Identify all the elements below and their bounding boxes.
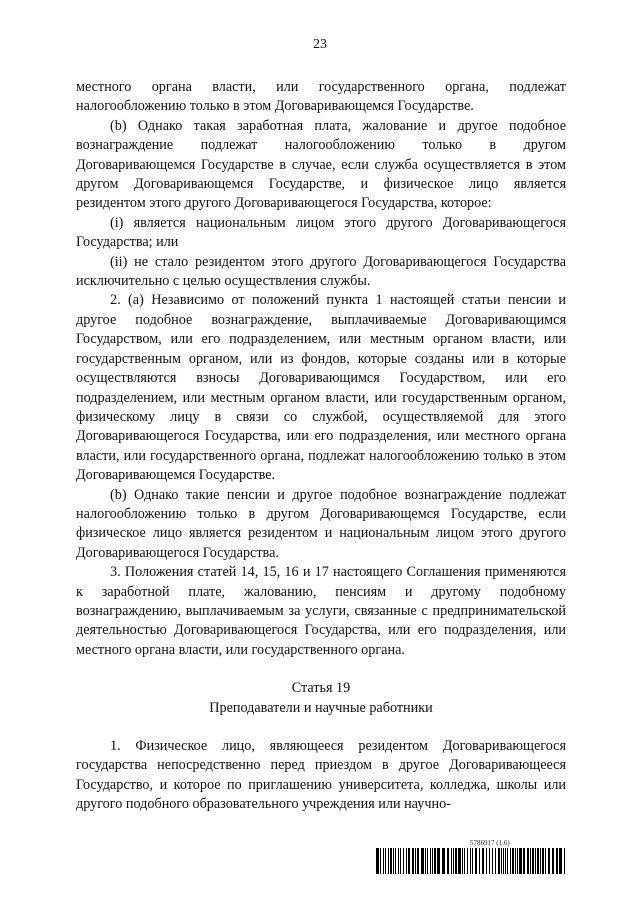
article-title: Преподаватели и научные работники: [209, 699, 433, 716]
barcode-bar: [442, 848, 445, 874]
barcode-bar: [462, 848, 463, 874]
barcode-bar: [400, 848, 401, 874]
barcode-bar: [475, 848, 477, 874]
barcode-bar: [517, 848, 518, 874]
barcode-bar: [523, 848, 525, 874]
barcode-bar: [537, 848, 539, 874]
barcode-bar: [380, 848, 381, 874]
barcode-bar: [495, 848, 496, 874]
barcode-bar: [510, 848, 511, 874]
barcode-bar: [403, 848, 404, 874]
barcode-bar: [505, 848, 506, 874]
paragraph: 3. Положения статей 14, 15, 16 и 17 настоящего Соглашения применяются к заработной плате, жалованию, пенсиям и другому подобному вознаграждению, выплачиваемым за услуги, связанные с предпринимательской деятельностью Договаривающегося Государства, или его подразделения, или местного органа власти, или государственного органа.: [76, 564, 566, 658]
barcode-bar: [548, 848, 550, 874]
barcode-bar: [532, 848, 534, 874]
barcode-bar: [464, 848, 465, 874]
barcode-bar: [406, 848, 407, 874]
paragraph: 2. (а) Независимо от положений пункта 1 настоящей статьи пенсии и другое подобное вознаграждение, выплачиваемые Договаривающимся Государством, или его подразделением, или местным органом власти, или государственным органом, или из фондов, которые созданы или в которые осуществляются взносы Договаривающимся Государством, или его подразделением, или местным органом власти, или государственным органом, физическому лицу в связи со службой, осуществляемой для этого Договаривающегося Государства, или его подразделения, или местного органа власти, или государственного органа, подлежат налогообложению только в этом Договаривающемся Государстве.: [76, 292, 566, 484]
barcode-bar: [451, 848, 452, 874]
barcode-bar: [552, 848, 554, 874]
barcode-bar: [542, 848, 544, 874]
barcode-bar: [390, 848, 392, 874]
barcode-bar: [515, 848, 516, 874]
barcode-bar: [376, 848, 379, 874]
paragraph: местного органа власти, или государственного органа, подлежат налогообложению только в этом Договаривающемся Государстве.: [76, 79, 566, 115]
barcode-bar: [430, 848, 431, 874]
page-number: 23: [313, 37, 327, 52]
barcode-bar: [486, 848, 487, 874]
barcode-bar: [498, 848, 500, 874]
barcode-bar: [489, 848, 490, 874]
barcode-bar: [395, 848, 396, 874]
barcode-bar: [503, 848, 504, 874]
barcode-bar: [455, 848, 457, 874]
barcode-bar: [507, 848, 508, 874]
barcode-bar: [421, 848, 424, 874]
barcode-bar: [512, 848, 514, 874]
barcode-bar: [556, 848, 558, 874]
barcode-bar: [472, 848, 473, 874]
barcode-bar: [559, 848, 562, 874]
barcode-bar: [527, 848, 529, 874]
barcode-bar: [393, 848, 394, 874]
barcode-bar: [417, 848, 419, 874]
barcode-bar: [545, 848, 546, 874]
barcode-bar: [453, 848, 454, 874]
barcode-bar: [564, 848, 565, 874]
barcode-bar: [425, 848, 426, 874]
paragraph: (b) Однако такие пенсии и другое подобное вознаграждение подлежат налогообложению только в другом Договаривающемся Государстве, если физическое лицо является резидентом и национальным лицом этого другого Договаривающегося Государства.: [76, 486, 566, 561]
barcode-bar: [447, 848, 449, 874]
document-body: [76, 78, 566, 815]
barcode-bar: [412, 848, 414, 874]
barcode-bar: [519, 848, 522, 874]
barcode-bar: [434, 848, 436, 874]
barcode-bar: [408, 848, 410, 874]
barcode-bar: [535, 848, 536, 874]
barcode-bar: [492, 848, 493, 874]
barcode-bar: [479, 848, 480, 874]
barcode-bar: [540, 848, 541, 874]
barcode-bar: [427, 848, 428, 874]
barcode-bar: [398, 848, 399, 874]
barcode-bar: [437, 848, 440, 874]
barcode-bar: [482, 848, 484, 874]
paragraph: 1. Физическое лицо, являющееся резидентом Договаривающегося государства непосредственно перед приездом в другое Договаривающееся Государство, и которое по приглашению университета, колледжа, школы или другого подобного образовательного учреждения или научно-: [76, 738, 566, 813]
barcode-bar: [415, 848, 416, 874]
barcode-bar: [530, 848, 531, 874]
barcode-bar: [470, 848, 471, 874]
paragraph: (ii) не стало резидентом этого другого Договаривающегося Государства исключительно с целью осуществления службы.: [76, 253, 566, 290]
barcode-bar: [501, 848, 502, 874]
barcode-bar: [383, 848, 384, 874]
barcode-bar: [458, 848, 461, 874]
article-number: Статья 19: [291, 680, 351, 697]
paragraph: (b) Однако такая заработная плата, жалование и другое подобное вознаграждение подлежат налогообложению только в другом Договаривающемся Государстве в случае, если служба осуществляется в этом другом Договаривающемся Государстве, и физическое лицо является резидентом этого другого Договаривающегося Государства, которое:: [76, 117, 566, 212]
barcode-bar: [385, 848, 386, 874]
barcode-bar: [432, 848, 433, 874]
barcode-bar: [467, 848, 468, 874]
paragraph: (i) является национальным лицом этого другого Договаривающегося Государства; или: [76, 214, 566, 251]
barcode-bar: [388, 848, 389, 874]
document-code: 5786917 (1.6): [470, 839, 510, 847]
barcode-icon: [376, 848, 566, 874]
